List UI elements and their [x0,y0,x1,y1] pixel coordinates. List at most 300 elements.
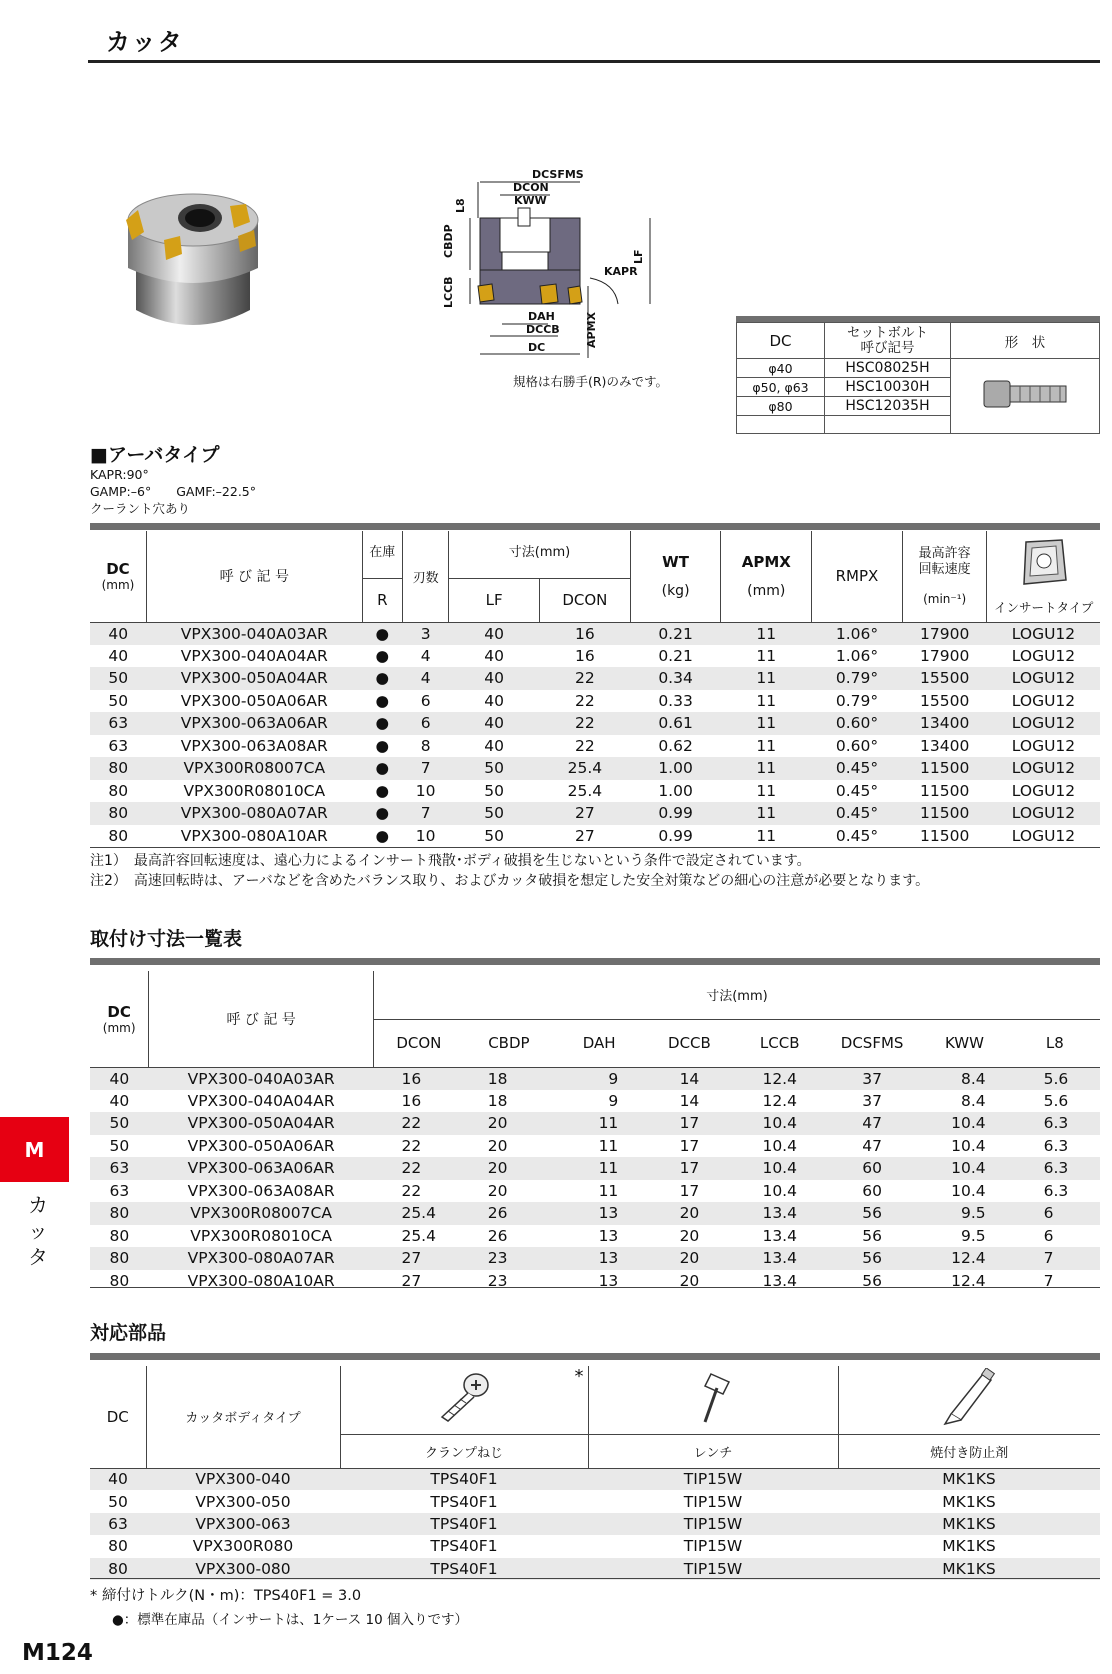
table-cell: 56 [862,1226,882,1245]
hdr-stock-r: R [362,578,402,622]
cell-clamp-screw: TPS40F1 [340,1558,588,1580]
table-cell: 12.4 [762,1091,797,1110]
cell-rmpx: 0.45° [835,826,879,845]
cell-teeth: 4 [420,646,431,665]
table-cell: 37 [862,1091,882,1110]
title-rule [88,60,1100,63]
hdr-body-type: カッタボディタイプ [146,1366,340,1468]
cell-insert: LOGU12 [987,622,1100,645]
cell-apmx: 11 [756,736,777,755]
table-cell: 80 [109,1226,130,1245]
cell-apmx: 11 [721,757,812,780]
cell-body-type: VPX300-040 [146,1468,340,1490]
parts-section-title: 対応部品 [90,1322,167,1344]
table-cell: 80 [90,1247,149,1270]
hdr-stock: 在庫 [362,531,402,578]
hdr-dims: 寸法(mm) [449,531,630,578]
cell-apmx: 11 [756,826,777,845]
cell-rpm: 15500 [920,691,970,710]
cell-wrench: TIP15W [588,1513,838,1535]
cell-insert: LOGU12 [1011,691,1076,710]
cell-dc: 40 [90,622,146,645]
cell-code: VPX300-063A06AR [146,712,362,735]
table-cell: 13.4 [762,1226,797,1245]
bolt-dc: φ80 [737,397,825,416]
table-cell: 20 [464,1157,554,1180]
table-cell: VPX300-050A06AR [187,1136,335,1155]
cell-wt: 1.00 [658,781,693,800]
table-row [90,1112,1100,1135]
cell-code: VPX300R08007CA [146,757,362,780]
cell-clamp-screw: TPS40F1 [430,1492,498,1511]
cell-dcon: 16 [540,622,631,645]
table-row [90,1157,1100,1180]
cell-teeth: 10 [415,781,436,800]
cell-rpm: 11500 [902,757,987,780]
table-row [90,802,1100,825]
parts-table [90,1366,1100,1580]
table-cell: 12.4 [951,1271,986,1290]
hdr-kww: KWW [919,1019,1009,1067]
cell-dc: 50 [90,667,146,690]
cell-teeth: 7 [402,757,448,780]
parts-footnotes [90,1584,468,1632]
mount-table-bar [90,958,1100,965]
cell-apmx: 11 [721,712,812,735]
label-lf: LF [632,249,645,264]
table-cell: 20 [679,1271,700,1290]
cell-wt: 0.99 [630,802,721,825]
label-kww: KWW [514,194,547,207]
table-cell: 50 [90,1112,149,1135]
table-row [90,1468,1100,1490]
table-cell: 16 [401,1091,422,1110]
table-cell: 11 [598,1136,619,1155]
cell-code: VPX300-063A08AR [180,736,328,755]
table-cell: 37 [825,1067,919,1090]
cell-teeth: 3 [402,622,448,645]
cell-rmpx: 0.45° [835,781,879,800]
hdr-apmx: APMX [741,553,791,572]
table-row [90,1067,1100,1090]
cell-lf: 50 [484,826,505,845]
arbor-footnotes [90,851,929,891]
page-number: M124 [22,1640,93,1666]
cell-stock: ● [362,712,402,735]
cell-dc: 63 [90,1513,146,1535]
table-cell: 6.3 [1043,1136,1069,1155]
cell-dcon: 27 [540,802,631,825]
table-cell: 10.4 [951,1181,986,1200]
table-cell: 10.4 [735,1112,825,1135]
cell-wt: 1.00 [630,757,721,780]
hdr-dcsfms: DCSFMS [825,1019,919,1067]
cutter-photo [118,180,268,340]
cell-stock: ● [375,736,390,755]
cell-dc: 40 [108,646,129,665]
bolt-code: HSC12035H [825,397,951,416]
table-cell: 6 [1043,1226,1054,1245]
table-cell: 20 [487,1136,508,1155]
cell-teeth: 10 [415,826,436,845]
table-cell: 50 [109,1136,130,1155]
table-cell: 47 [862,1136,882,1155]
cell-wrench: TIP15W [588,1468,838,1490]
table-cell: 20 [464,1112,554,1135]
page-title: カッタ [106,28,184,56]
table-cell: 9 [608,1091,619,1110]
table-cell: 47 [825,1112,919,1135]
cell-insert: LOGU12 [987,802,1100,825]
cell-apmx: 11 [721,622,812,645]
wrench-icon [683,1368,743,1428]
cell-dc: 50 [108,691,129,710]
cell-wrench: TIP15W [683,1492,743,1511]
table-cell: 25.4 [401,1226,436,1245]
cell-stock: ● [375,781,390,800]
table-cell: 26 [464,1202,554,1225]
table-row [90,712,1100,735]
table-cell: 10.4 [919,1112,1009,1135]
table-cell: 56 [825,1247,919,1270]
cell-dc: 80 [108,781,129,800]
label-dcsfms: DCSFMS [532,168,584,181]
cell-stock: ● [362,757,402,780]
section-tab-m[interactable]: M [0,1117,69,1182]
cell-anti-seize: MK1KS [942,1492,996,1511]
insert-icon [1018,536,1070,588]
cell-lf: 40 [484,691,505,710]
cell-stock: ● [375,826,390,845]
cell-teeth: 6 [420,691,431,710]
cell-apmx: 11 [756,781,777,800]
arbor-note: クーラント穴あり [90,501,191,516]
cell-insert: LOGU12 [1011,826,1076,845]
cell-code: VPX300R08010CA [183,781,326,800]
bolt-code: HSC08025H [825,359,951,378]
table-cell: 20 [679,1226,700,1245]
table-row [90,690,1100,713]
table-cell: 6.3 [1043,1181,1069,1200]
hdr-dah: DAH [554,1019,644,1067]
cell-code: VPX300-080A10AR [180,826,328,845]
footnote: 注2） 高速回転時は、アーバなどを含めたバランス取り、およびカッタ破損を想定した安全対策などの細心の注意が必要となります。 [90,873,930,889]
arbor-spec-table [90,531,1100,847]
footnote: 注1） 最高許容回転速度は、遠心力によるインサート飛散･ボディ破損を生じないという条件で設定されています。 [90,853,811,869]
table-row [90,1247,1100,1270]
table-cell: 9.5 [960,1226,986,1245]
hdr-dims: 寸法(mm) [373,971,1100,1019]
cell-stock: ● [362,667,402,690]
cell-body-type: VPX300R080 [192,1537,294,1556]
table-cell: 25.4 [373,1202,463,1225]
cell-dcon: 22 [540,667,631,690]
label-dcon: DCON [513,181,549,194]
table-cell: VPX300-050A04AR [149,1112,374,1135]
set-bolt-icon [980,377,1070,411]
cell-wt: 0.33 [658,691,693,710]
cell-dc: 80 [90,802,146,825]
label-lccb: LCCB [442,276,455,308]
cell-lf: 40 [449,622,540,645]
arbor-note: GAMP:–6° GAMF:–22.5° [90,484,257,499]
table-cell: 11 [554,1112,644,1135]
table-row [90,1202,1100,1225]
hdr-rpm-unit: (min⁻¹) [923,592,967,607]
cell-wt: 0.99 [658,826,693,845]
section-tab-label: カッタ [28,1193,48,1269]
cell-dcon: 22 [575,691,595,710]
arbor-table-rule [90,847,1100,848]
table-cell: 63 [90,1157,149,1180]
cell-code: VPX300-040A03AR [146,622,362,645]
hdr-wt: WT [662,553,689,572]
table-row [90,735,1100,758]
footnote-stock: ●：標準在庫品（インサートは、1ケース 10 個入りです） [112,1612,468,1628]
cell-clamp-screw: TPS40F1 [340,1513,588,1535]
bolt-shape-cell [951,359,1100,434]
cell-apmx: 11 [721,802,812,825]
cell-dc: 63 [90,712,146,735]
bolt-code: HSC10030H [825,378,951,397]
cell-rpm: 11500 [902,802,987,825]
parts-table-rule [90,1578,1100,1579]
cell-lf: 40 [449,712,540,735]
cell-code: VPX300-050A06AR [180,691,328,710]
bolt-hdr-shape: 形 状 [951,323,1100,359]
cell-apmx: 11 [721,667,812,690]
table-cell: 13 [598,1226,619,1245]
cell-wt: 0.61 [630,712,721,735]
cell-lf: 40 [449,667,540,690]
table-cell: VPX300-040A03AR [149,1067,374,1090]
hdr-rmpx: RMPX [812,531,903,622]
table-cell: 17 [644,1157,734,1180]
hdr-lccb: LCCB [735,1019,825,1067]
table-cell: 6.3 [1010,1157,1100,1180]
table-cell: 60 [825,1157,919,1180]
table-row [90,757,1100,780]
bolt-hdr-code: セットボルト 呼び記号 [825,323,951,359]
cell-dcon: 25.4 [540,757,631,780]
table-cell: 18 [487,1091,508,1110]
cell-teeth: 8 [420,736,431,755]
table-cell: 7 [1043,1271,1054,1290]
table-cell: 10.4 [735,1157,825,1180]
hdr-dc: DC [106,560,130,579]
table-cell: 56 [862,1271,882,1290]
cell-dc: 80 [108,826,129,845]
mount-section-title: 取付け寸法一覧表 [90,928,243,950]
table-cell: 6.3 [1010,1112,1100,1135]
cell-rpm: 11500 [920,781,970,800]
hdr-cbdp: CBDP [464,1019,554,1067]
label-cbdp: CBDP [442,224,455,258]
label-dc: DC [528,341,546,354]
table-cell: 20 [644,1202,734,1225]
hdr-dc-unit: (mm) [101,578,135,593]
hdr-teeth: 刃数 [402,531,448,622]
cell-teeth: 4 [402,667,448,690]
cell-body-type: VPX300-080 [146,1558,340,1580]
hdr-dcon: DCON [540,578,631,622]
clamp-screw-icon [434,1371,494,1425]
bolt-hdr-dc: DC [737,323,825,359]
cell-wt: 0.62 [658,736,693,755]
table-cell: 23 [487,1271,508,1290]
cell-code: VPX300-050A04AR [146,667,362,690]
table-cell: VPX300-080A07AR [149,1247,374,1270]
cell-insert: LOGU12 [987,667,1100,690]
table-cell: 22 [401,1136,422,1155]
table-cell: 27 [401,1271,422,1290]
bolt-dc: φ40 [737,359,825,378]
table-row [90,1180,1100,1203]
cell-insert: LOGU12 [987,757,1100,780]
cell-rmpx: 0.60° [812,712,903,735]
table-cell: 11 [554,1157,644,1180]
cell-teeth: 7 [402,802,448,825]
table-row [90,667,1100,690]
arbor-notes [90,466,256,517]
table-cell: 10.4 [919,1157,1009,1180]
cell-body-type: VPX300-063 [146,1513,340,1535]
table-cell: 18 [464,1067,554,1090]
table-cell: VPX300-040A04AR [187,1091,335,1110]
table-cell: 13 [598,1271,619,1290]
table-cell: 14 [644,1067,734,1090]
table-cell: 60 [862,1181,882,1200]
hdr-lf: LF [449,578,540,622]
table-row [90,1535,1100,1557]
cell-wt: 0.21 [658,646,693,665]
table-row [90,825,1100,848]
table-cell: 22 [373,1157,463,1180]
table-cell: 10.4 [762,1136,797,1155]
cell-rmpx: 0.45° [812,757,903,780]
table-cell: 14 [679,1091,700,1110]
table-cell: 17 [679,1181,700,1200]
cell-rpm: 17900 [902,622,987,645]
table-row [90,1513,1100,1535]
table-cell: VPX300-063A08AR [187,1181,335,1200]
hdr-dcon: DCON [373,1019,463,1067]
cutter-diagram [440,168,685,368]
table-cell: 7 [1010,1247,1100,1270]
table-cell: 20 [644,1247,734,1270]
anti-seize-tube-icon [939,1368,999,1428]
table-cell: 13.4 [735,1202,825,1225]
table-cell: 26 [487,1226,508,1245]
cell-body-type: VPX300-050 [195,1492,291,1511]
table-row [90,1558,1100,1580]
cell-rmpx: 0.45° [812,802,903,825]
table-cell: 22 [373,1112,463,1135]
table-cell: 13.4 [735,1247,825,1270]
table-cell: 13 [554,1247,644,1270]
table-cell: 13.4 [762,1271,797,1290]
table-cell: 17 [679,1136,700,1155]
cell-anti-seize: MK1KS [942,1537,996,1556]
label-apmx: APMX [585,311,598,348]
cell-lf: 40 [484,646,505,665]
label-kapr: KAPR [604,265,638,278]
table-cell: 40 [90,1067,149,1090]
table-row [90,780,1100,803]
mount-table-rule [90,1287,1100,1288]
table-cell: 27 [373,1247,463,1270]
cell-wt: 0.21 [630,622,721,645]
table-row [90,622,1100,645]
cell-lf: 50 [449,802,540,825]
table-cell: 13 [554,1202,644,1225]
cell-clamp-screw: TPS40F1 [340,1468,588,1490]
cell-apmx: 11 [756,646,777,665]
hdr-anti-seize: 焼付き防止剤 [838,1434,1100,1468]
hdr-wt-unit: (kg) [661,583,690,600]
cell-rmpx: 1.06° [812,622,903,645]
table-cell: 40 [109,1091,130,1110]
cell-apmx: 11 [756,691,777,710]
cell-dc: 40 [90,1468,146,1490]
cell-anti-seize: MK1KS [838,1468,1100,1490]
cell-lf: 50 [449,757,540,780]
hdr-wrench: レンチ [588,1434,838,1468]
cell-lf: 40 [484,736,505,755]
table-cell: 6 [1010,1202,1100,1225]
cell-anti-seize: MK1KS [838,1558,1100,1580]
table-cell: 80 [90,1202,149,1225]
cell-dcon: 22 [540,712,631,735]
parts-table-bar [90,1353,1100,1360]
hdr-code: 呼 び 記 号 [146,531,362,622]
arbor-table-bar [90,523,1100,530]
table-row [90,1490,1100,1512]
table-cell: 80 [109,1271,130,1290]
table-cell: 10.4 [951,1136,986,1155]
table-cell: 56 [825,1202,919,1225]
table-cell: 9 [554,1067,644,1090]
table-cell: 10.4 [762,1181,797,1200]
hdr-apmx-unit: (mm) [747,583,786,600]
arbor-note: KAPR:90° [90,467,149,482]
table-cell: VPX300-080A10AR [187,1271,335,1290]
hdr-l8: L8 [1010,1019,1100,1067]
cell-clamp-screw: TPS40F1 [430,1537,498,1556]
table-row [90,645,1100,668]
label-dccb: DCCB [526,323,560,336]
cell-code: VPX300-080A07AR [146,802,362,825]
asterisk: * [574,1366,584,1387]
diagram-caption-line: 規格は右勝手(R)のみです。 [513,374,668,389]
table-cell: 8.4 [960,1091,986,1110]
hdr-rpm: 最高許容 回転速度 [918,546,971,578]
footnote-torque: * 締付けトルク(N・m)：TPS40F1 = 3.0 [90,1588,362,1604]
table-row [90,1270,1100,1293]
table-row [90,1090,1100,1113]
cell-rpm: 11500 [920,826,970,845]
cell-anti-seize: MK1KS [838,1513,1100,1535]
table-cell: VPX300R08010CA [190,1226,332,1245]
table-cell: 5.6 [1010,1067,1100,1090]
cell-wrench: TIP15W [683,1537,743,1556]
label-l8: L8 [454,198,467,213]
cell-wt: 0.34 [630,667,721,690]
cell-code: VPX300-040A04AR [180,646,328,665]
cell-insert: LOGU12 [1011,646,1076,665]
cell-stock: ● [362,802,402,825]
cell-rpm: 13400 [902,712,987,735]
